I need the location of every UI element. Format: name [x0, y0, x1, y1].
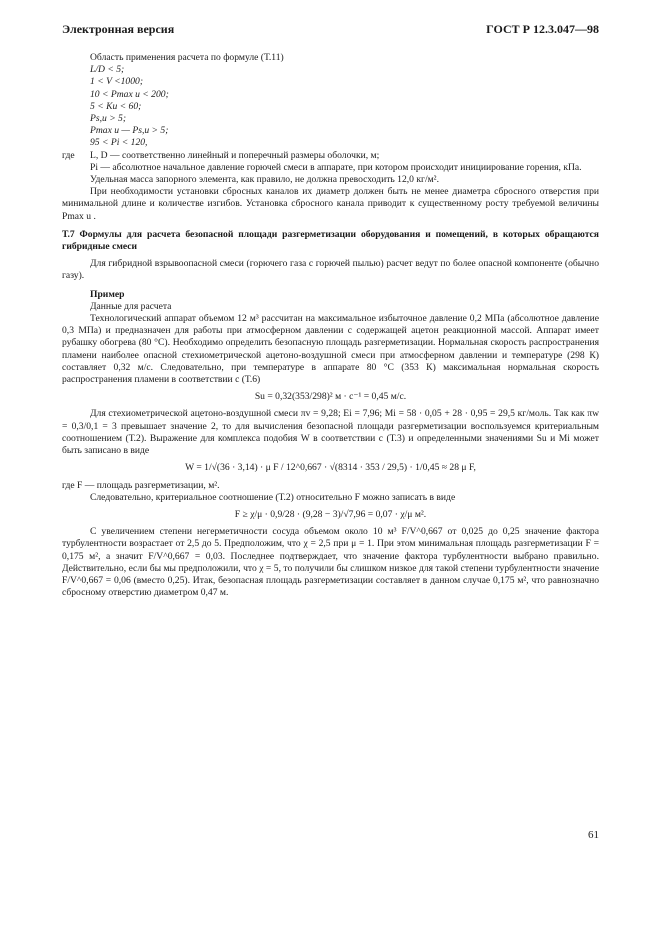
formula-line: L/D < 5; [90, 64, 125, 76]
paragraph: Следовательно, критериальное соотношение (Т.2) относительно F можно записать в виде [90, 491, 456, 503]
intro-line: Область применения расчета по формуле (Т.11) [90, 52, 284, 63]
example-heading: Пример [90, 288, 125, 300]
page-body [62, 52, 599, 599]
paragraph: При необходимости установки сбросных каналов их диаметр должен быть не менее диаметра сбросного отверстия при минимальной длине и количестве изгибов. Установка сбросного канала приводит к существенному росту требуемой величины Pmax u . [62, 186, 599, 222]
where-label: где [62, 149, 75, 161]
page-number: 61 [588, 829, 599, 841]
header-label: Электронная версия [62, 22, 175, 36]
paragraph: Данные для расчета [90, 300, 172, 312]
paragraph: Для гибридной взрывоопасной смеси (горючего газа с горючей пылью) расчет ведут по более опасной компоненте (обычно газу). [62, 258, 599, 282]
definition-text: где F — площадь разгерметизации, м². [62, 479, 220, 491]
standard-number: ГОСТ Р 12.3.047—98 [486, 22, 599, 36]
equation-f: F ≥ χ/μ · 0,9/28 · (9,28 − 3)/√7,96 = 0,07 · χ/μ м². [234, 508, 427, 520]
paragraph: С увеличением степени негерметичности сосуда объемом около 10 м³ F/V^0,667 от 0,025 до 0,25 значение фактора турбулентности возрастает от 2,5 до 5. Предположим, что χ = 2,5 при μ = 1. При этом минимальная площадь разгерметизации F = 0,175 м², а значит F/V^0,667 = 0,03. Последнее подтверждает, что значение фактора турбулентности выбрано правильно. Действительно, если бы мы предположили, что χ = 5, то получили бы слишком низкое для такой степени турбулентности значение F/V^0,667 = 0,06 (вместо 0,25). Итак, безопасная площадь разгерметизации составляет в данном случае 0,175 м², что равнозначно сбросному отверстию диаметром 0,47 м. [62, 526, 599, 599]
equation-w: W = 1/√(36 · 3,14) · μ F / 12^0,667 · √(8314 · 353 / 29,5) · 1/0,45 ≈ 28 μ F, [185, 462, 476, 474]
formula-line: Pmax u — Ps,u > 5; [90, 125, 169, 137]
formula-line: Ps,u > 5; [90, 113, 127, 125]
definition-row [62, 150, 599, 162]
paragraph: Технологический аппарат объемом 12 м³ рассчитан на максимальное избыточное давление 0,2 МПа (абсолютное давление 0,3 МПа) и предназначен для работы при атмосферном давлении с содержащей ацетон реакционной массой. Аппарат имеет рубашку обогрева (80 °С). Необходимо определить безопасную площадь разгерметизации. Нормальная скорость распространения пламени наиболее опасной стехиометрической ацетоно-воздушной смеси при атмосферном давлении и температуре (298 К) составляет 0,32 м/с. Следовательно, при температуре в аппарате 80 °С (353 К) максимальная нормальная скорость распространения пламени в соответствии с (Т.6) [62, 313, 599, 386]
equation-su: Su = 0,32(353/298)² м · с⁻¹ = 0,45 м/с. [254, 391, 407, 403]
formula-line: 1 < V <1000; [90, 76, 144, 88]
formula-line: 5 < Ku < 60; [90, 100, 142, 112]
definition-text: L, D — соответственно линейный и поперечный размеры оболочки, м; [90, 149, 380, 161]
formula-line: 95 < Pi < 120, [90, 137, 148, 149]
section-heading: Т.7 Формулы для расчета безопасной площади разгерметизации оборудования и помещений, в которых обращаются гибридные смеси [62, 228, 599, 253]
definition-row [62, 162, 599, 174]
paragraph: Удельная масса запорного элемента, как правило, не должна превосходить 12,0 кг/м². [90, 174, 439, 186]
formula-line: 10 < Pmax u < 200; [90, 88, 169, 100]
paragraph: Для стехиометрической ацетоно-воздушной смеси πv = 9,28; Ei = 7,96; Mi = 58 · 0,05 + 28 · 0,95 = 29,5 кг/моль. Так как πw = 0,3/0,1 = 3 превышает значение 2, то для вычисления безопасной площади разгерметизации воспользуемся критериальным соотношением (Т.2). Выражение для комплекса подобия W в соответствии с (Т.3) и определенными значениями Su и Mi может быть записано в виде [62, 408, 599, 457]
definition-text: Pi — абсолютное начальное давление горючей смеси в аппарате, при котором происходит инициирование горения, кПа. [90, 161, 582, 173]
